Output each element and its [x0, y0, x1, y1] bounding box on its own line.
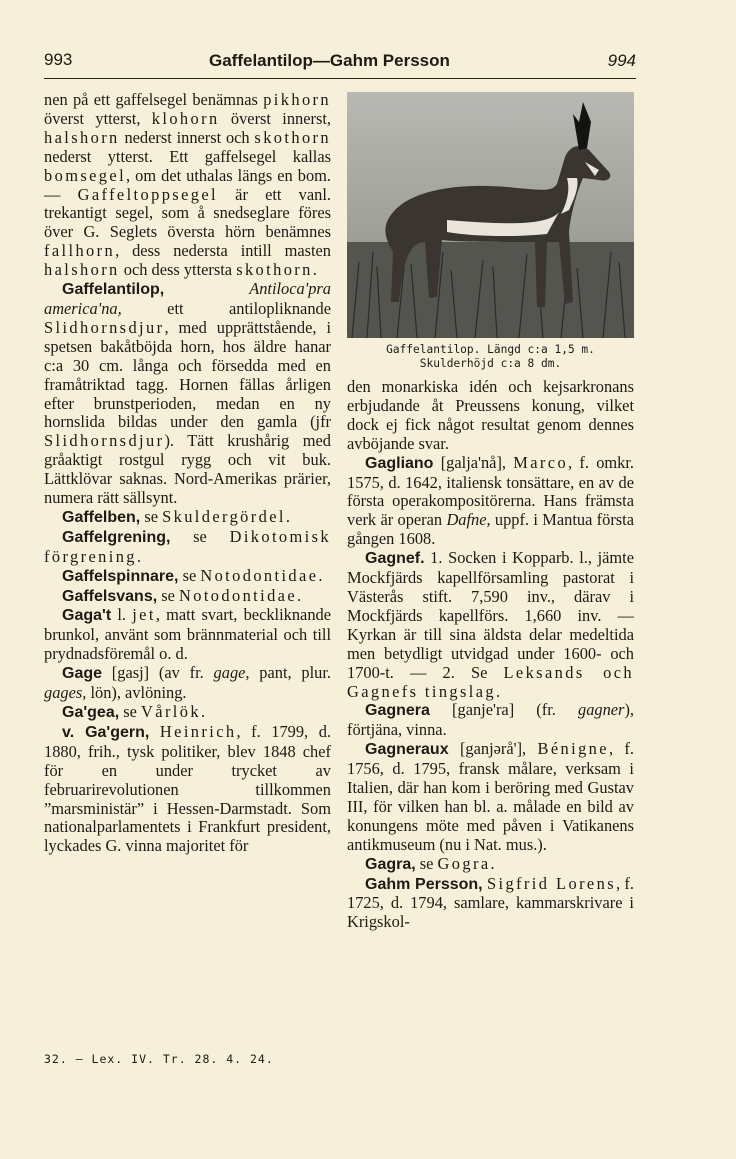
entry-gage: Gage [gasj] (av fr. gage, pant, plur. gages, lön), avlöning. [44, 663, 332, 703]
figure-caption: Gaffelantilop. Längd c:a 1,5 m. Skulderhöjd c:a 8 dm. [386, 343, 595, 370]
entry-continuation: nen på ett gaffelsegel benämnas pikhorn överst ytterst, klohorn överst innerst, halshorn nederst innerst och skothorn nederst ytterst. Ett gaffelsegel kallas bomsegel, om det uthalas längs en bom. — Gaffeltoppsegel är ett vanl. trekantigt segel, som å snedseglare föres över G. Seglets översta hörn benämnes fallhorn, dess nedersta intill masten halshorn och dess yttersta skothorn. [44, 90, 331, 280]
entry-gaffelantilop: Gaffelantilop, Antiloca'pra america'na, ett antilopliknande Slidhornsdjur, med upprättstående, i spetsen bakåtböjda horn, hos äldre hanar c:a 30 cm. långa och försedda med en framåtriktad tagg. Hornen fällas årligen efter brunstperioden, medan en ny hornslida bildas under den gamla (jfr Slidhornsdjur). Tätt krushårig med gråaktigt rostgul rygg och vit buk. Lättklövar saknas. Nord-Amerikas prärier, numera rätt sällsynt. [44, 279, 331, 508]
entry-gaffelsvans: Gaffelsvans, se Notodontidae. [62, 585, 302, 605]
left-column [44, 91, 331, 856]
right-column [347, 378, 634, 932]
pronghorn-photo [347, 92, 634, 338]
entry-gagat: Gaga't l. jet, matt svart, becklіknande brunkol, använt som brännmaterial och till prydnadsföremål o. d. [44, 605, 331, 664]
entry-gagneraux: Gagneraux [ganjərå'], Bénigne, f. 1756, d. 1795, fransk målare, verksam i Italien, där han kom i beröring med Gustav III, för vilken han bl. a. målade en bild av konungens möte med påven i Vatikanens antikmuseum (nu i Nat. mus.). [347, 739, 634, 854]
header-rule [44, 78, 636, 79]
entry-gagra: Gagra, se Gogra. [365, 853, 495, 873]
entry-gagern-continued: den monarkiska idén och kejsarkronans erbjudande åt Preussens konung, vilket dock ej fick något resultat genom dennes avböjande svar. [347, 377, 634, 453]
entry-gagern: v. Ga'gern, Heinrich, f. 1799, d. 1880, frih., tysk politiker, blev 1848 chef för en under trycket av februarirevolutionen tillkommen ”marsministär” i Hessen-Darmstadt. Som nationalparlamentets i Frankfurt president, lyckades G. vinna majoritet för [44, 721, 331, 856]
pronghorn-illustration [347, 92, 634, 338]
entry-gagea: Ga'gea, se Vårlök. [62, 702, 206, 721]
entry-gagnera: Gagnera [ganje'ra] (fr. gagner), förtjäna, vinna. [347, 700, 634, 740]
entry-gaffelben: Gaffelben, se Skuldergördel. [62, 506, 290, 526]
entry-gahm-persson: Gahm Persson, Sigfrid Lorens, f. 1725, d. 1794, samlare, kammarskrivare i Krigskol- [347, 873, 634, 932]
page-number-left: 993 [44, 50, 73, 69]
running-title: Gaffelantilop—Gahm Persson [209, 51, 450, 70]
entry-gagnef: Gagnef. 1. Socken i Kopparb. l., jämte Mockfjärds kapellförsamling pastorat i Västerås stift. 7,590 inv., därav i Mockfjärds kapellförs. 1,660 inv. — Kyrkan är till sina äldsta delar medeltida men betydligt utvidgad under 1600- och 1700-t. — 2. Se Leksands och Gagnefs tingslag. [347, 548, 635, 701]
entry-gaffelgrening: Gaffelgrening, se Dikotomisk förgrening. [44, 526, 331, 566]
printer-signature: 32. — Lex. IV. Tr. 28. 4. 24. [44, 1052, 274, 1066]
entry-gagliano: Gagliano [galja'nå], Marco, f. omkr. 1575, d. 1642, italiensk tonsättare, en av de första operakompositörerna. Hans främsta verk är operan Dafne, uppf. i Mantua första gången 1608. [347, 452, 634, 549]
page-header [44, 44, 636, 72]
page-number-right: 994 [607, 51, 636, 70]
entry-gaffelspinnare: Gaffelspinnare, se Notodontidae. [62, 565, 323, 585]
